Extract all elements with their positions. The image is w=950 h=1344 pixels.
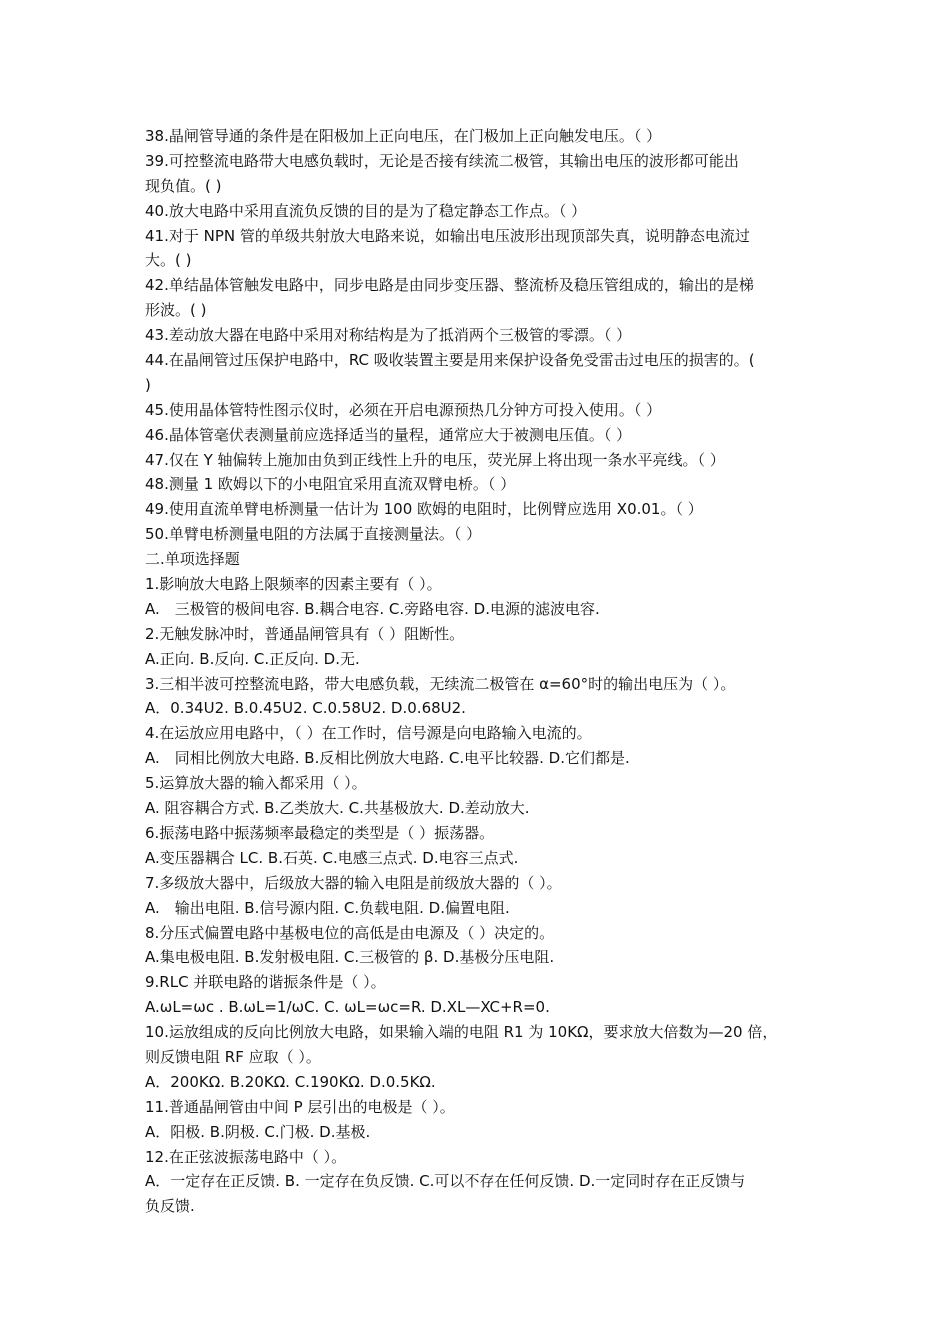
text-line: A.正向. B.反向. C.正反向. D.无. [145, 649, 360, 668]
text-line: 形波。( ) [145, 301, 207, 320]
text-line: 5.运算放大器的输入都采用（ ）。 [145, 774, 367, 793]
text-line: 42.单结晶体管触发电路中，同步电路是由同步变压器、整流桥及稳压管组成的，输出的是梯 [145, 276, 754, 295]
text-line: A.变压器耦合 LC. B.石英. C.电感三点式. D.电容三点式. [145, 848, 519, 867]
text-line: 6.振荡电路中振荡频率最稳定的类型是（ ）振荡器。 [145, 823, 495, 842]
text-line: A．一定存在正反馈. B. 一定存在负反馈. C.可以不存在任何反馈. D.一定同时存在正反馈与 [145, 1172, 746, 1191]
text-line: 38.晶闸管导通的条件是在阳极加上正向电压，在门极加上正向触发电压。（ ） [145, 127, 662, 145]
text-line: 12.在正弦波振荡电路中（ ）。 [145, 1147, 347, 1166]
text-line: 43.差动放大器在电路中采用对称结构是为了抵消两个三极管的零漂。（ ） [145, 326, 632, 345]
text-line: 48.测量 1 欧姆以下的小电阻宜采用直流双臂电桥。（ ） [145, 475, 516, 494]
text-line: 3.三相半波可控整流电路，带大电感负载，无续流二极管在 α=60°时的输出电压为（ ）。 [145, 674, 736, 693]
text-line: 4.在运放应用电路中，（ ）在工作时，信号源是向电路输入电流的。 [145, 724, 592, 743]
text-line: A．0.34U2. B.0.45U2. C.0.58U2. D.0.68U2. [145, 699, 466, 718]
text-line: 9.RLC 并联电路的谐振条件是（ ）。 [145, 973, 386, 992]
text-line: A．200KΩ. B.20KΩ. C.190KΩ. D.0.5KΩ. [145, 1072, 436, 1091]
text-line: 1.影响放大电路上限频率的因素主要有（ ）。 [145, 575, 442, 594]
text-line: 2.无触发脉冲时，普通晶闸管具有（ ）阻断性。 [145, 624, 465, 643]
text-line: 10.运放组成的反向比例放大电路，如果输入端的电阻 R1 为 10KΩ，要求放大倍数为—20 倍， [145, 1023, 778, 1042]
text-line: 49.使用直流单臂电桥测量一估计为 100 欧姆的电阻时，比例臂应选用 X0.01。（ ） [145, 500, 703, 519]
text-line: 39.可控整流电路带大电感负载时，无论是否接有续流二极管，其输出电压的波形都可能出 [145, 151, 739, 170]
text-line: A. 阻容耦合方式. B.乙类放大. C.共基极放大. D.差动放大. [145, 799, 530, 818]
text-line: A. 三极管的极间电容. B.耦合电容. C.旁路电容. D.电源的滤波电容. [145, 599, 600, 618]
text-line: 46.晶体管毫伏表测量前应选择适当的量程，通常应大于被测电压值。（ ） [145, 425, 632, 444]
text-line: 负反馈. [145, 1197, 195, 1216]
text-line: A.ωL=ωc . B.ωL=1/ωC. C. ωL=ωc=R. D.XL—XC+R=0. [145, 998, 550, 1017]
text-line: ) [145, 375, 151, 394]
section-heading: 二.单项选择题 [145, 550, 240, 569]
text-line: A. 同相比例放大电路. B.反相比例放大电路. C.电平比较器. D.它们都是. [145, 749, 630, 768]
text-line: 45.使用晶体管特性图示仪时，必须在开启电源预热几分钟方可投入使用。（ ） [145, 400, 662, 419]
text-line: A. 输出电阻. B.信号源内阻. C.负载电阻. D.偏置电阻. [145, 898, 510, 917]
text-line: 50.单臂电桥测量电阻的方法属于直接测量法。（ ） [145, 525, 482, 544]
text-line: 8.分压式偏置电路中基极电位的高低是由电源及（ ）决定的。 [145, 923, 555, 942]
text-line: 47.仅在 Y 轴偏转上施加由负到正线性上升的电压，荧光屏上将出现一条水平亮线。（ ） [145, 450, 725, 469]
document-body [145, 124, 817, 1219]
text-line: 则反馈电阻 RF 应取（ ）。 [145, 1047, 321, 1066]
text-line: 11.普通晶闸管由中间 P 层引出的电极是（ ）。 [145, 1097, 455, 1116]
text-line: 41.对于 NPN 管的单级共射放大电路来说，如输出电压波形出现顶部失真，说明静态电流过 [145, 226, 750, 245]
text-line: 44.在晶闸管过压保护电路中，RC 吸收装置主要是用来保护设备免受雷击过电压的损害的。( [145, 351, 755, 370]
text-line: 7.多级放大器中，后级放大器的输入电阻是前级放大器的（ ）。 [145, 873, 562, 892]
text-line: A．阳极. B.阴极. C.门极. D.基极. [145, 1122, 371, 1141]
text-line: A.集电极电阻. B.发射极电阻. C.三极管的 β. D.基极分压电阻. [145, 948, 555, 967]
text-line: 现负值。( ) [145, 176, 222, 195]
text-line: 40.放大电路中采用直流负反馈的目的是为了稳定静态工作点。（ ） [145, 201, 587, 220]
text-line: 大。( ) [145, 251, 192, 270]
